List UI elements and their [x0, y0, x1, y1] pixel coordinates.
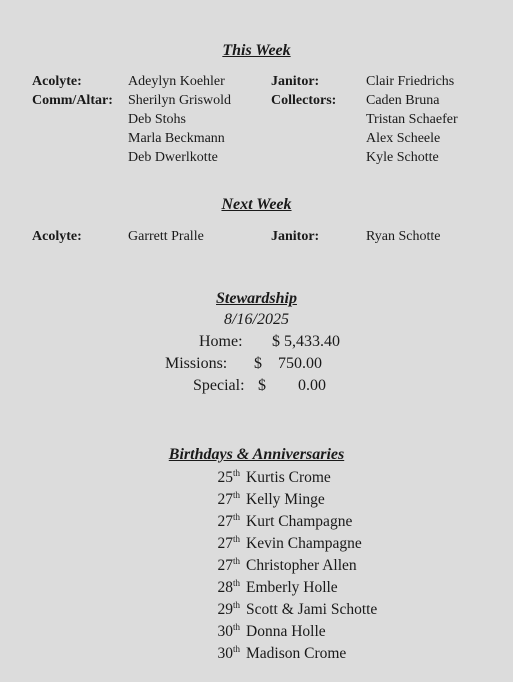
birthday-name: Kelly Minge — [246, 491, 325, 509]
next-acolyte-name: Garrett Pralle — [128, 229, 204, 244]
next-janitor-label: Janitor: — [271, 229, 320, 244]
birthday-day: 30th — [217, 644, 240, 663]
birthday-day: 28th — [217, 578, 240, 597]
next-janitor-name: Ryan Schotte — [366, 229, 441, 244]
birthday-item — [195, 644, 346, 663]
birthday-name: Kurt Champagne — [246, 513, 353, 531]
birthday-item — [195, 556, 357, 575]
comm-altar-name: Sherilyn Griswold — [128, 93, 232, 108]
next-week-heading: Next Week — [221, 196, 292, 213]
birthdays-heading: Birthdays & Anniversaries — [168, 446, 345, 463]
birthday-day: 27th — [217, 534, 240, 553]
comm-altar-label: Comm/Altar: — [32, 93, 113, 108]
birthday-item — [195, 534, 362, 553]
janitor-label: Janitor: — [271, 74, 320, 89]
birthday-item — [195, 512, 352, 531]
comm-altar-name: Marla Beckmann — [128, 131, 225, 146]
collector-name: Tristan Schaefer — [366, 112, 458, 127]
birthday-item — [195, 468, 331, 487]
collectors-label: Collectors: — [271, 93, 337, 108]
birthday-day: 25th — [217, 468, 240, 487]
acolyte-name: Adeylyn Koehler — [128, 74, 225, 89]
stewardship-special-label: Special: — [193, 377, 245, 394]
birthday-name: Donna Holle — [246, 623, 326, 641]
stewardship-missions-amount: $ 750.00 — [254, 355, 322, 372]
comm-altar-name: Deb Dwerlkotte — [128, 150, 218, 165]
next-acolyte-label: Acolyte: — [32, 229, 82, 244]
birthday-day: 29th — [217, 600, 240, 619]
birthday-day: 27th — [217, 490, 240, 509]
collector-name: Alex Scheele — [366, 131, 441, 146]
stewardship-heading: Stewardship — [216, 290, 297, 307]
birthday-name: Kurtis Crome — [246, 469, 331, 487]
this-week-heading: This Week — [222, 42, 291, 59]
birthday-day: 27th — [217, 556, 240, 575]
comm-altar-name: Deb Stohs — [128, 112, 186, 127]
collector-name: Caden Bruna — [366, 93, 440, 108]
birthday-name: Madison Crome — [246, 645, 347, 663]
birthday-item — [195, 622, 326, 641]
stewardship-missions-label: Missions: — [165, 355, 228, 372]
stewardship-date: 8/16/2025 — [224, 311, 289, 328]
birthday-day: 30th — [217, 622, 240, 641]
birthday-name: Scott & Jami Schotte — [246, 601, 378, 619]
birthday-name: Kevin Champagne — [246, 535, 362, 553]
stewardship-home-amount: $ 5,433.40 — [272, 333, 340, 350]
acolyte-label: Acolyte: — [32, 74, 82, 89]
birthday-item — [195, 578, 338, 597]
birthday-name: Christopher Allen — [246, 557, 357, 575]
birthday-name: Emberly Holle — [246, 579, 338, 597]
stewardship-home-label: Home: — [199, 333, 243, 350]
stewardship-special-amount: $ 0.00 — [258, 377, 326, 394]
birthday-day: 27th — [217, 512, 240, 531]
birthday-item — [195, 490, 325, 509]
birthday-item — [195, 600, 377, 619]
janitor-name: Clair Friedrichs — [366, 74, 455, 89]
collector-name: Kyle Schotte — [366, 150, 439, 165]
